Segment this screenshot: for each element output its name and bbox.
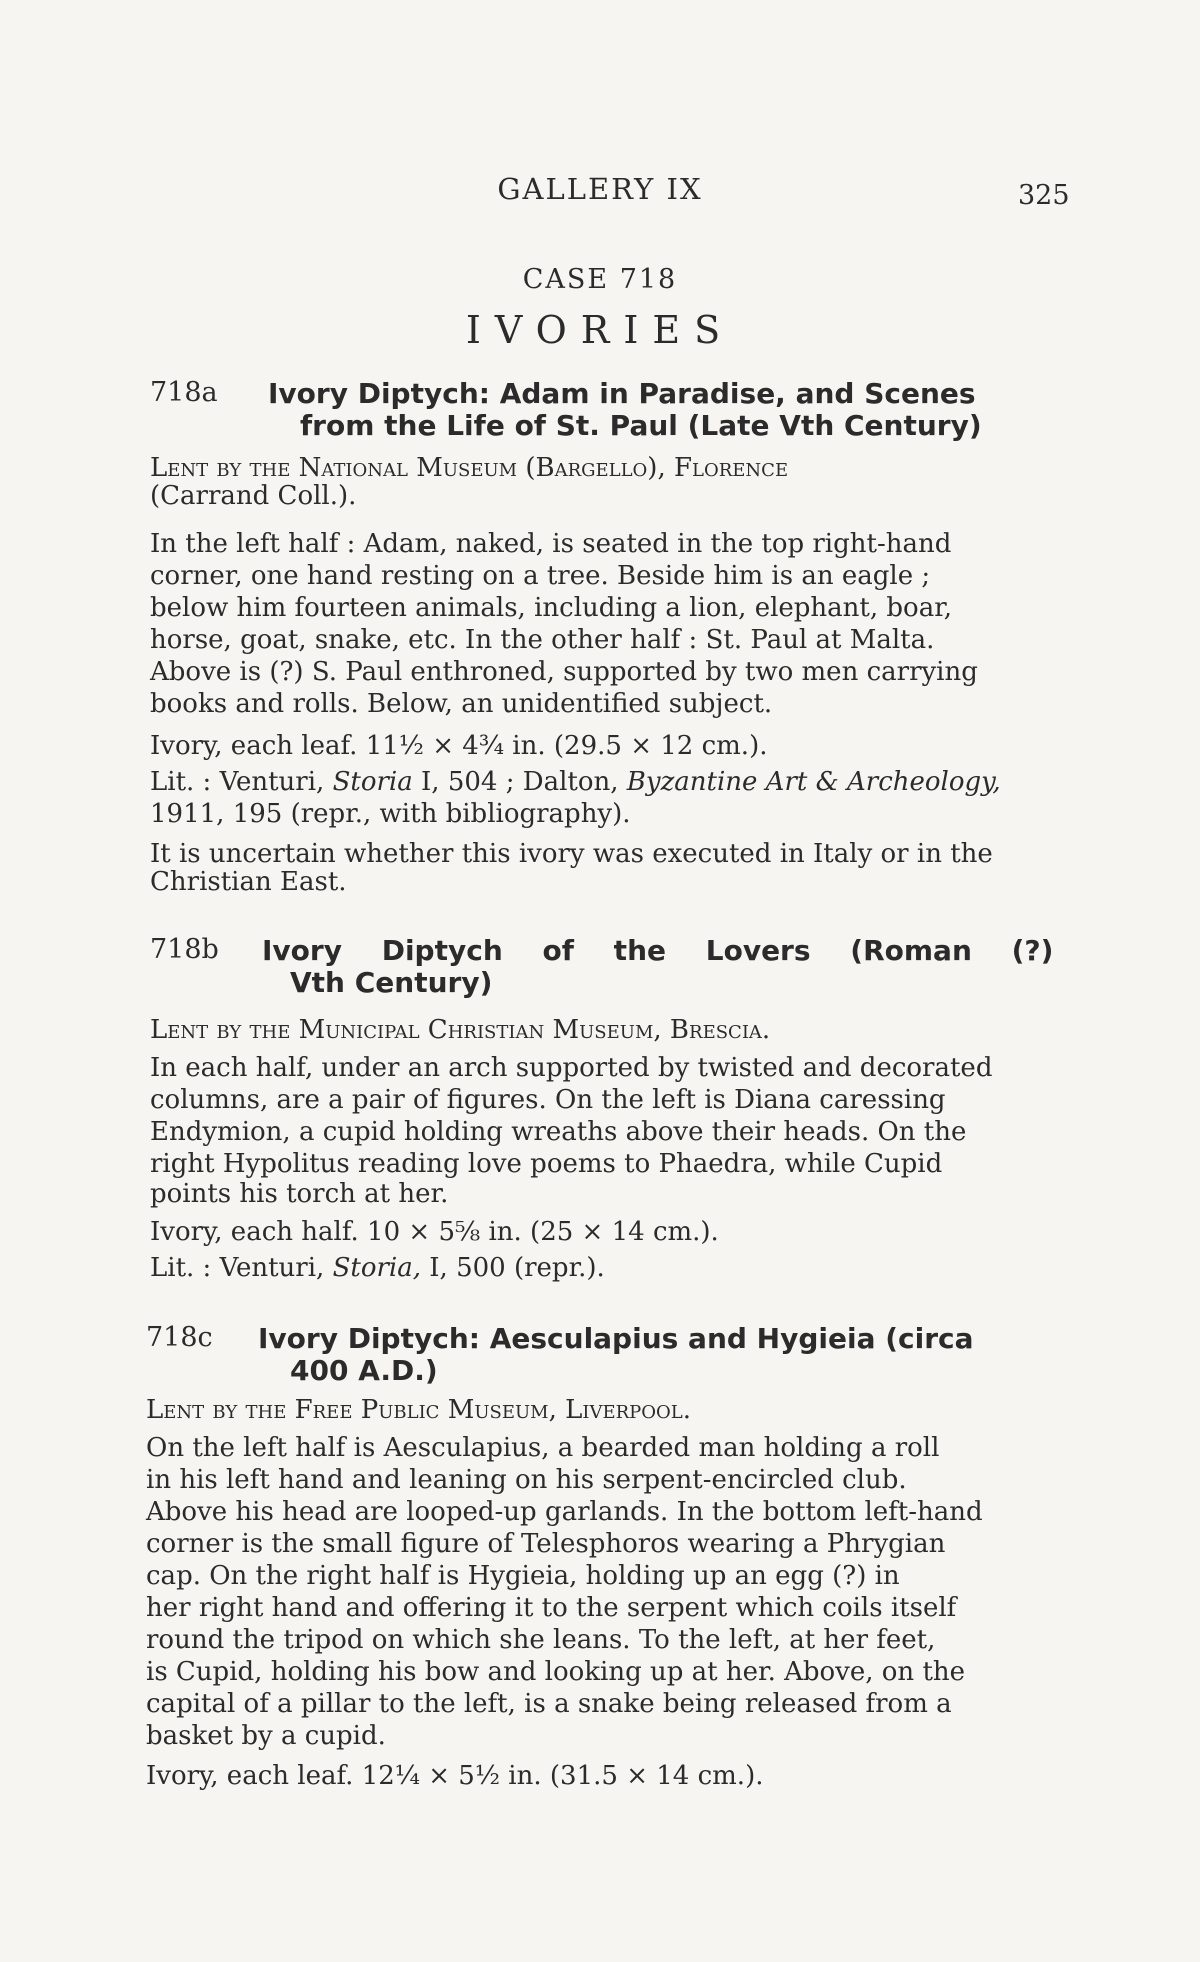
description-line: In each half, under an arch supported by twisted and decorated — [150, 1053, 993, 1083]
description-line: On the left half is Aesculapius, a bearded man holding a roll — [146, 1433, 940, 1463]
running-head: GALLERY IX — [497, 172, 703, 206]
entry-title-line: Ivory Diptych: Aesculapius and Hygieia (circa — [258, 1322, 974, 1355]
description-line: horse, goat, snake, etc. In the other half : St. Paul at Malta. — [150, 625, 935, 655]
description-line: Endymion, a cupid holding wreaths above their heads. On the — [150, 1117, 967, 1147]
entry-title-line: Vth Century) — [290, 966, 493, 999]
description-line: cap. On the right half is Hygieia, holding up an egg (?) in — [146, 1561, 900, 1591]
dimensions-line: Ivory, each leaf. 12¼ × 5½ in. (31.5 × 14 cm.). — [146, 1761, 764, 1791]
entry-title-line: Ivory Diptych of the Lovers (Roman (?) — [262, 934, 1054, 967]
dimensions-line: Ivory, each leaf. 11½ × 4¾ in. (29.5 × 12 cm.). — [150, 731, 768, 761]
lender-line: (Carrand Coll.). — [150, 481, 357, 511]
lender-line: Lent by the Free Public Museum, Liverpool. — [146, 1395, 692, 1425]
entry-title-line: from the Life of St. Paul (Late Vth Century) — [300, 409, 982, 442]
description-line: corner, one hand resting on a tree. Beside him is an eagle ; — [150, 561, 931, 591]
entry-number: 718a — [150, 377, 218, 408]
entry-number: 718b — [150, 934, 219, 965]
description-line: round the tripod on which she leans. To the left, at her feet, — [146, 1625, 936, 1655]
literature-line: 1911, 195 (repr., with bibliography). — [150, 799, 631, 829]
case-title: CASE 718 — [522, 264, 678, 295]
description-line: basket by a cupid. — [146, 1721, 386, 1751]
description-line: corner is the small figure of Telesphoros wearing a Phrygian — [146, 1529, 946, 1559]
literature-line: Lit. : Venturi, Storia I, 504 ; Dalton, Byzantine Art & Archeology, — [150, 767, 1001, 797]
description-line: her right hand and offering it to the serpent which coils itself — [146, 1593, 957, 1623]
description-line: capital of a pillar to the left, is a snake being released from a — [146, 1689, 952, 1719]
entry-title-line: Ivory Diptych: Adam in Paradise, and Scenes — [268, 377, 976, 410]
note-line: It is uncertain whether this ivory was executed in Italy or in the — [150, 839, 993, 869]
page-number: 325 — [1018, 180, 1070, 211]
dimensions-line: Ivory, each half. 10 × 5⅝ in. (25 × 14 cm.). — [150, 1217, 719, 1247]
description-line: right Hypolitus reading love poems to Phaedra, while Cupid — [150, 1149, 943, 1179]
section-title: IVORIES — [465, 308, 735, 352]
description-line: Above his head are looped-up garlands. In the bottom left-hand — [146, 1497, 983, 1527]
description-line: in his left hand and leaning on his serpent-encircled club. — [146, 1465, 907, 1495]
description-line: In the left half : Adam, naked, is seated in the top right-hand — [150, 529, 952, 559]
description-line: below him fourteen animals, including a lion, elephant, boar, — [150, 593, 953, 623]
description-line: is Cupid, holding his bow and looking up at her. Above, on the — [146, 1657, 966, 1687]
literature-line: Lit. : Venturi, Storia, I, 500 (repr.). — [150, 1253, 605, 1283]
entry-number: 718c — [146, 1322, 213, 1353]
description-line: points his torch at her. — [150, 1179, 449, 1209]
entry-title-line: 400 A.D.) — [290, 1354, 438, 1387]
description-line: books and rolls. Below, an unidentified subject. — [150, 689, 773, 719]
lender-line: Lent by the National Museum (Bargello), Florence — [150, 453, 789, 483]
description-line: columns, are a pair of figures. On the left is Diana caressing — [150, 1085, 946, 1115]
note-line: Christian East. — [150, 867, 347, 897]
lender-line: Lent by the Municipal Christian Museum, Brescia. — [150, 1015, 771, 1045]
description-line: Above is (?) S. Paul enthroned, supported by two men carrying — [150, 657, 978, 687]
